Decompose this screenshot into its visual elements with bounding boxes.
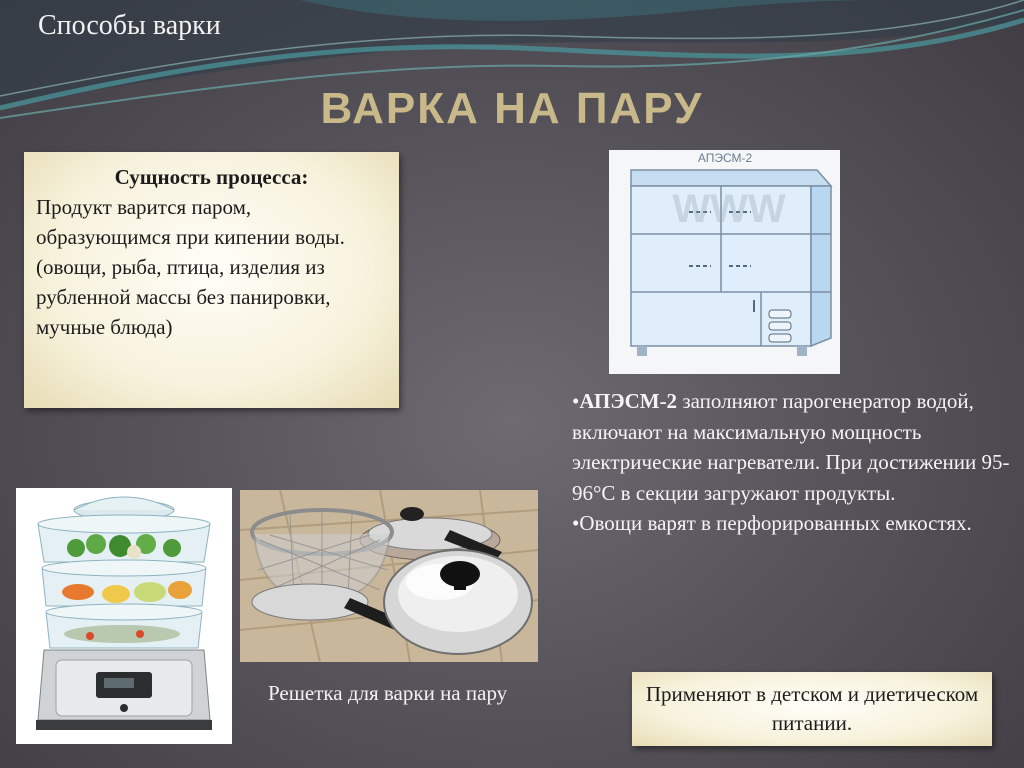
- bullet: •: [572, 389, 580, 413]
- slide-title: ВАРКА НА ПАРУ: [320, 84, 704, 133]
- grid-caption: Решетка для варки на пару: [268, 681, 508, 705]
- usage-note-box: Применяют в детском и диетическом питании.: [632, 672, 992, 746]
- apesm-text: заполняют парогенератор водой, включают на максимальную мощность электрические нагреватели. При достижении 95-96°С в секции загружают продукты.: [572, 389, 1010, 505]
- electric-steamer-image: [16, 488, 232, 744]
- process-essence-box: [24, 152, 399, 408]
- apesm-image-label: АПЭСМ-2: [697, 151, 753, 165]
- apesm-instructions: [572, 386, 1012, 539]
- apesm-paragraph: [572, 386, 1012, 508]
- essence-heading: Сущность процесса:: [114, 165, 309, 189]
- apesm-2-cabinet-image: [609, 150, 840, 374]
- apesm-image-watermark: WWW: [672, 187, 786, 231]
- essence-text: Продукт варится паром, образующимся при кипении воды. (овощи, рыба, птица, изделия из рубленной массы без панировки, мучные блюда): [36, 195, 345, 339]
- apesm-name: АПЭСМ-2: [579, 389, 678, 413]
- steaming-grids-image: [240, 490, 538, 662]
- section-title: Способы варки: [38, 10, 221, 41]
- vegetables-paragraph: •Овощи варят в перфорированных емкостях.: [572, 511, 972, 535]
